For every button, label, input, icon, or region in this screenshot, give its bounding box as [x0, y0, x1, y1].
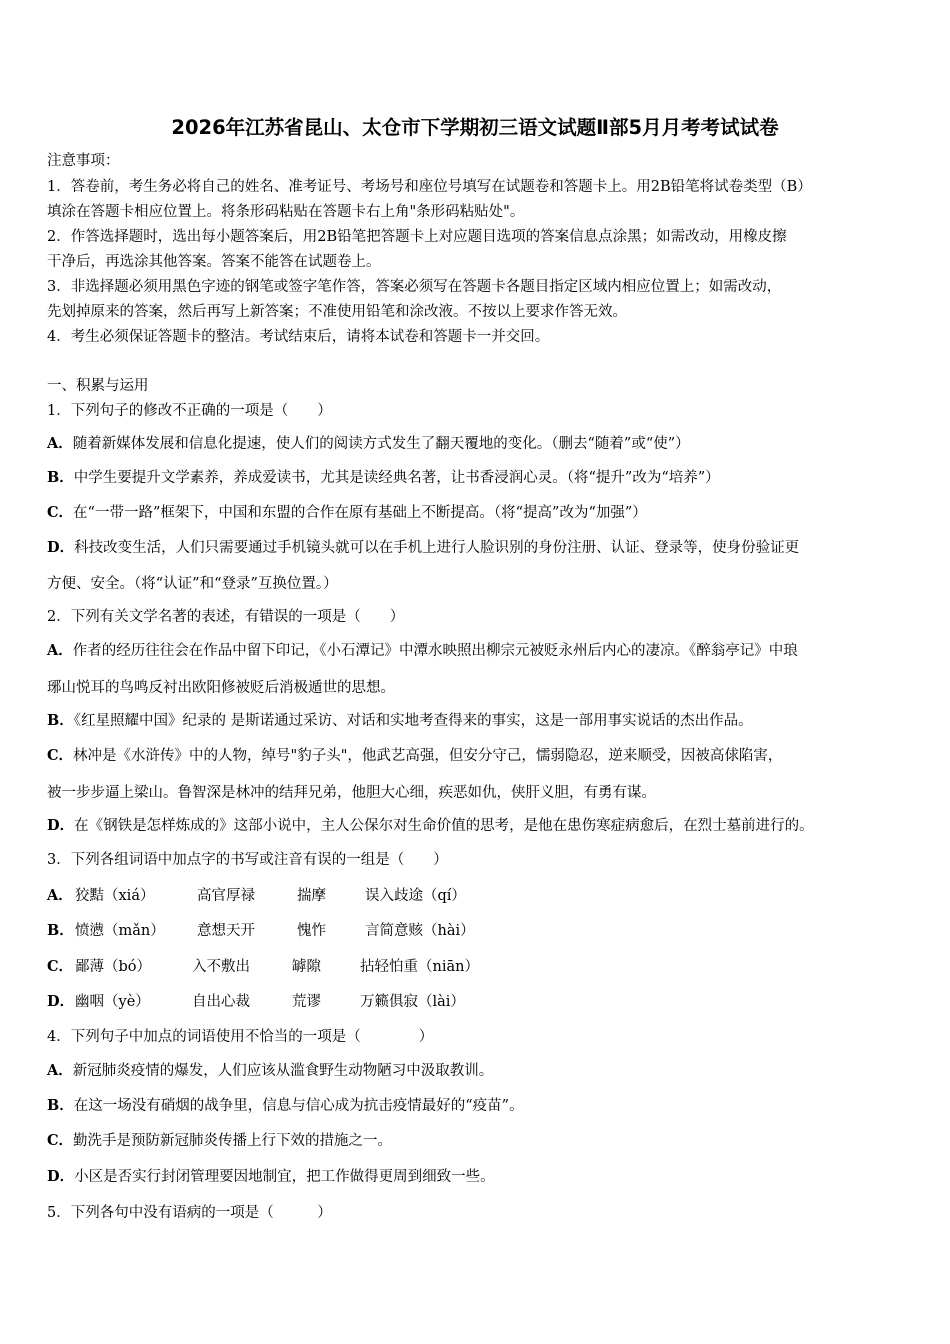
option-c: C． 鄙薄（bó） 入不敷出 罅隙 拈轻怕重（niān）: [47, 958, 479, 975]
notice-line: 4．考生必须保证答题卡的整洁。考试结束后，请将本试卷和答题卡一并交回。: [47, 329, 550, 345]
section-heading: 一、积累与运用: [47, 378, 149, 394]
option-d: D．科技改变生活，人们只需要通过手机镜头就可以在手机上进行人脸识别的身份注册、认证、登录等，使身份验证更: [47, 539, 800, 556]
question-stem: 5．下列各句中没有语病的一项是（ ）: [47, 1205, 332, 1221]
notice-line: 先划掉原来的答案，然后再写上新答案；不准使用铅笔和涂改液。不按以上要求作答无效。: [47, 304, 627, 320]
question-stem: 4．下列句子中加点的词语使用不恰当的一项是（ ）: [47, 1029, 434, 1045]
option-d: D． 幽咽（yè） 自出心裁 荒谬 万籁俱寂（lài）: [47, 993, 465, 1010]
option-b: B．中学生要提升文学素养，养成爱读书，尤其是读经典名著，让书香浸润心灵。（将“提升”改为“培养”）: [47, 469, 720, 486]
option-c: C．勤洗手是预防新冠肺炎传播上行下效的措施之一。: [47, 1132, 393, 1149]
exam-title: 2026年江苏省昆山、太仓市下学期初三语文试题Ⅱ部5月月考考试试卷: [171, 116, 779, 139]
notice-line: 2．作答选择题时，选出每小题答案后，用2B铅笔把答题卡上对应题目选项的答案信息点涂黑；如需改动，用橡皮擦: [47, 229, 787, 245]
notice-heading: 注意事项：: [47, 153, 120, 169]
question-stem: 1．下列句子的修改不正确的一项是（ ）: [47, 403, 332, 419]
option-b: B．在这一场没有硝烟的战争里，信息与信心成为抗击疫情最好的“疫苗”。: [47, 1097, 524, 1114]
option-c: C．林冲是《水浒传》中的人物，绰号"豹子头"，他武艺高强，但安分守己，懦弱隐忍，逆来顺受，因被高俅陷害，: [47, 747, 783, 764]
option-a: A．新冠肺炎疫情的爆发，人们应该从滥食野生动物陋习中汲取教训。: [47, 1062, 494, 1079]
option-c: C．在“一带一路”框架下，中国和东盟的合作在原有基础上不断提高。（将“提高”改为“加强”）: [47, 504, 647, 521]
option-c-continued: 被一步步逼上梁山。鲁智深是林冲的结拜兄弟，他胆大心细，疾恶如仇，侠肝义胆，有勇有谋。: [47, 785, 656, 801]
option-d: D．在《钢铁是怎样炼成的》这部小说中，主人公保尔对生命价值的思考，是他在患伤寒症病愈后，在烈士墓前进行的。: [47, 817, 814, 834]
option-b: B．《红星照耀中国》纪录的 是斯诺通过采访、对话和实地考查得来的事实，这是一部用事实说话的杰出作品。: [47, 712, 753, 729]
option-d: D．小区是否实行封闭管理要因地制宜，把工作做得更周到细致一些。: [47, 1168, 495, 1185]
notice-line: 干净后，再选涂其他答案。答案不能答在试题卷上。: [47, 254, 381, 270]
option-a-continued: 琊山悦耳的鸟鸣反衬出欧阳修被贬后消极遁世的思想。: [47, 680, 395, 696]
option-a: A．随着新媒体发展和信息化提速，使人们的阅读方式发生了翻天覆地的变化。（删去“随着”或“使”）: [47, 435, 690, 452]
question-stem: 2．下列有关文学名著的表述，有错误的一项是（ ）: [47, 609, 405, 625]
notice-line: 3．非选择题必须用黑色字迹的钢笔或签字笔作答，答案必须写在答题卡各题目指定区域内相应位置上；如需改动，: [47, 279, 782, 295]
notice-line: 1．答卷前，考生务必将自己的姓名、准考证号、考场号和座位号填写在试题卷和答题卡上。用2B铅笔将试卷类型（B）: [47, 179, 812, 195]
notice-line: 填涂在答题卡相应位置上。将条形码粘贴在答题卡右上角"条形码粘贴处"。: [47, 204, 525, 220]
option-a: A． 狡黠（xiá） 高官厚禄 揣摩 误入歧途（qí）: [47, 887, 466, 904]
option-d-continued: 方便、安全。（将“认证”和“登录”互换位置。）: [47, 576, 338, 592]
option-b: B． 愤懑（mǎn） 意想天开 愧怍 言简意赅（hài）: [47, 922, 475, 939]
option-a: A．作者的经历往往会在作品中留下印记，《小石潭记》中潭水映照出柳宗元被贬永州后内心的凄凉。《醉翁亭记》中琅: [47, 642, 798, 659]
question-stem: 3．下列各组词语中加点字的书写或注音有误的一组是（ ）: [47, 852, 448, 868]
